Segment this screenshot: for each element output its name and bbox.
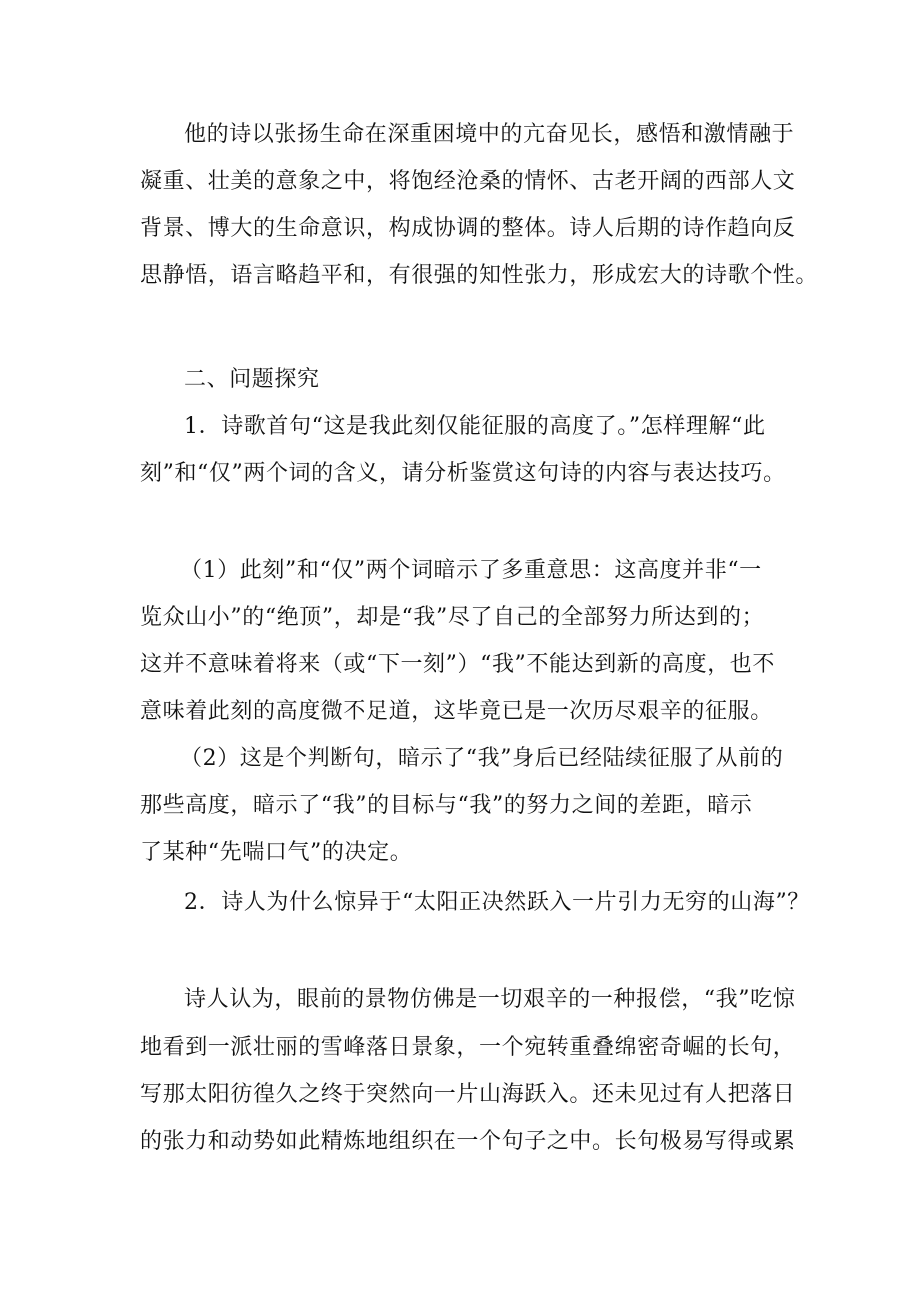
section-heading: 二、问题探究 bbox=[184, 367, 320, 392]
answer-1-2-line-1: （2）这是个判断句，暗示了“我”身后已经陆续征服了从前的 bbox=[180, 746, 784, 771]
answer-1-2-line-2: 那些高度，暗示了“我”的目标与“我”的努力之间的差距，暗示 bbox=[140, 793, 753, 818]
answer-2-line-2: 地看到一派壮丽的雪峰落日景象，一个宛转重叠绵密奇崛的长句， bbox=[140, 1035, 796, 1060]
answer-2-line-4: 的张力和动势如此精炼地组织在一个句子之中。长句极易写得或累 bbox=[140, 1129, 796, 1154]
question-1-line-1: 1．诗歌首句“这是我此刻仅能征服的高度了。”怎样理解“此 bbox=[184, 414, 766, 439]
answer-1-2-line-3: 了某种“先喘口气”的决定。 bbox=[140, 840, 413, 865]
answer-1-1-line-4: 意味着此刻的高度微不足道，这毕竟已是一次历尽艰辛的征服。 bbox=[140, 699, 773, 724]
question-2-line-1: 2．诗人为什么惊异于“太阳正决然跃入一片引力无穷的山海”？ bbox=[184, 890, 810, 915]
answer-2-line-1: 诗人认为，眼前的景物仿佛是一切艰辛的一种报偿，“我”吃惊 bbox=[184, 987, 796, 1012]
question-1-line-2: 刻”和“仅”两个词的含义，请分析鉴赏这句诗的内容与表达技巧。 bbox=[140, 461, 786, 486]
answer-1-1-line-1: （1）此刻”和“仅”两个词暗示了多重意思：这高度并非“一 bbox=[180, 558, 762, 583]
intro-line-4: 思静悟，语言略趋平和，有很强的知性张力，形成宏大的诗歌个性。 bbox=[140, 263, 819, 288]
answer-2-line-3: 写那太阳彷徨久之终于突然向一片山海跃入。还未见过有人把落日 bbox=[140, 1082, 796, 1107]
intro-line-3: 背景、博大的生命意识，构成协调的整体。诗人后期的诗作趋向反 bbox=[140, 216, 796, 241]
answer-1-1-line-2: 览众山小”的“绝顶”，却是“我”尽了自己的全部努力所达到的； bbox=[140, 605, 765, 630]
intro-line-1: 他的诗以张扬生命在深重困境中的亢奋见长，感悟和激情融于 bbox=[184, 122, 795, 147]
intro-line-2: 凝重、壮美的意象之中，将饱经沧桑的情怀、古老开阔的西部人文 bbox=[140, 169, 796, 194]
answer-1-1-line-3: 这并不意味着将来（或“下一刻”）“我”不能达到新的高度，也不 bbox=[140, 652, 775, 677]
